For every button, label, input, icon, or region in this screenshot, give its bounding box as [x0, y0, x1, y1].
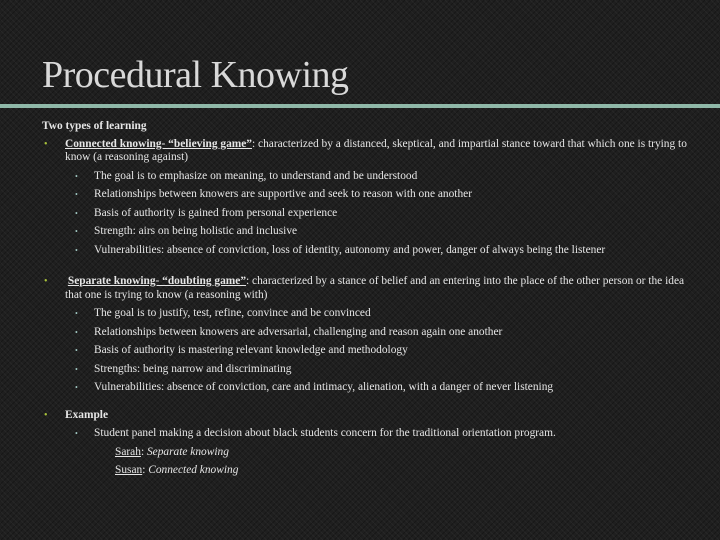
list-item — [42, 427, 692, 441]
slide-body — [42, 120, 692, 478]
list-item — [42, 207, 692, 221]
list-item-example — [42, 409, 692, 423]
bullet-icon: • — [75, 327, 78, 337]
bullet-icon: • — [75, 364, 78, 374]
point-text: Student panel making a decision about black students concern for the traditional orientation program. — [94, 427, 556, 439]
point-text: Relationships between knowers are adversarial, challenging and reason again one another — [94, 325, 503, 338]
point-text: Basis of authority is mastering relevant knowledge and methodology — [94, 344, 408, 356]
point-text: Strength: airs on being holistic and inclusive — [94, 225, 298, 237]
bullet-icon: • — [75, 245, 78, 255]
point-text: The goal is to emphasize on meaning, to understand and be understood — [94, 169, 418, 182]
section-heading: Two types of learning — [42, 120, 147, 132]
list-item — [42, 344, 692, 358]
bullet-icon: • — [44, 276, 48, 287]
point-text: Strengths: being narrow and discriminating — [94, 362, 292, 375]
bullet-icon: • — [75, 208, 78, 218]
list-item — [42, 307, 692, 321]
list-item-connected — [42, 138, 692, 165]
list-item-separate — [42, 275, 692, 302]
susan-role: Connected knowing — [148, 464, 239, 476]
list-item — [42, 326, 692, 340]
point-text: Basis of authority is gained from personal experience — [94, 206, 338, 219]
bullet-icon: • — [75, 429, 78, 438]
point-text: Vulnerabilities: absence of conviction, loss of identity, autonomy and power, danger of always being the listener — [94, 243, 606, 256]
separate-desc: : characterized by a stance of belief and an entering into the place of the other person or the idea that one is trying to know (a reasoning with) — [65, 275, 685, 301]
bullet-icon: • — [75, 346, 78, 355]
bullet-icon: • — [75, 227, 78, 236]
example-sarah: Sarah: Separate knowing — [115, 445, 229, 458]
connected-desc: : characterized by a distanced, skeptical, and impartial stance toward that which one is trying to know (a reasoning against) — [65, 137, 687, 163]
sarah-name: Sarah — [115, 445, 141, 458]
bullet-icon: • — [75, 309, 78, 318]
susan-name: Susan — [115, 464, 143, 476]
sarah-role: Separate knowing — [146, 445, 229, 458]
list-item — [42, 381, 692, 395]
point-text: The goal is to justify, test, refine, convince and be convinced — [94, 307, 371, 319]
bullet-icon: • — [75, 383, 78, 392]
title-divider — [0, 104, 720, 108]
bullet-icon: • — [75, 171, 78, 181]
bullet-icon: • — [44, 409, 48, 421]
list-item — [42, 225, 692, 239]
example-label: Example — [65, 408, 109, 421]
list-item — [42, 188, 692, 202]
point-text: Relationships between knowers are supportive and seek to reason with one another — [94, 188, 472, 200]
slide-title: Procedural Knowing — [42, 54, 349, 96]
point-text: Vulnerabilities: absence of conviction, care and intimacy, alienation, with a danger of never listening — [94, 381, 554, 393]
connected-label: Connected knowing- “believing game” — [65, 137, 252, 150]
bullet-icon: • — [44, 138, 48, 150]
example-susan: Susan: Connected knowing — [115, 464, 239, 476]
bullet-icon: • — [75, 190, 78, 199]
list-item — [42, 170, 692, 184]
list-item — [42, 363, 692, 377]
list-item — [42, 244, 692, 258]
separate-label: Separate knowing- “doubting game” — [67, 275, 247, 287]
